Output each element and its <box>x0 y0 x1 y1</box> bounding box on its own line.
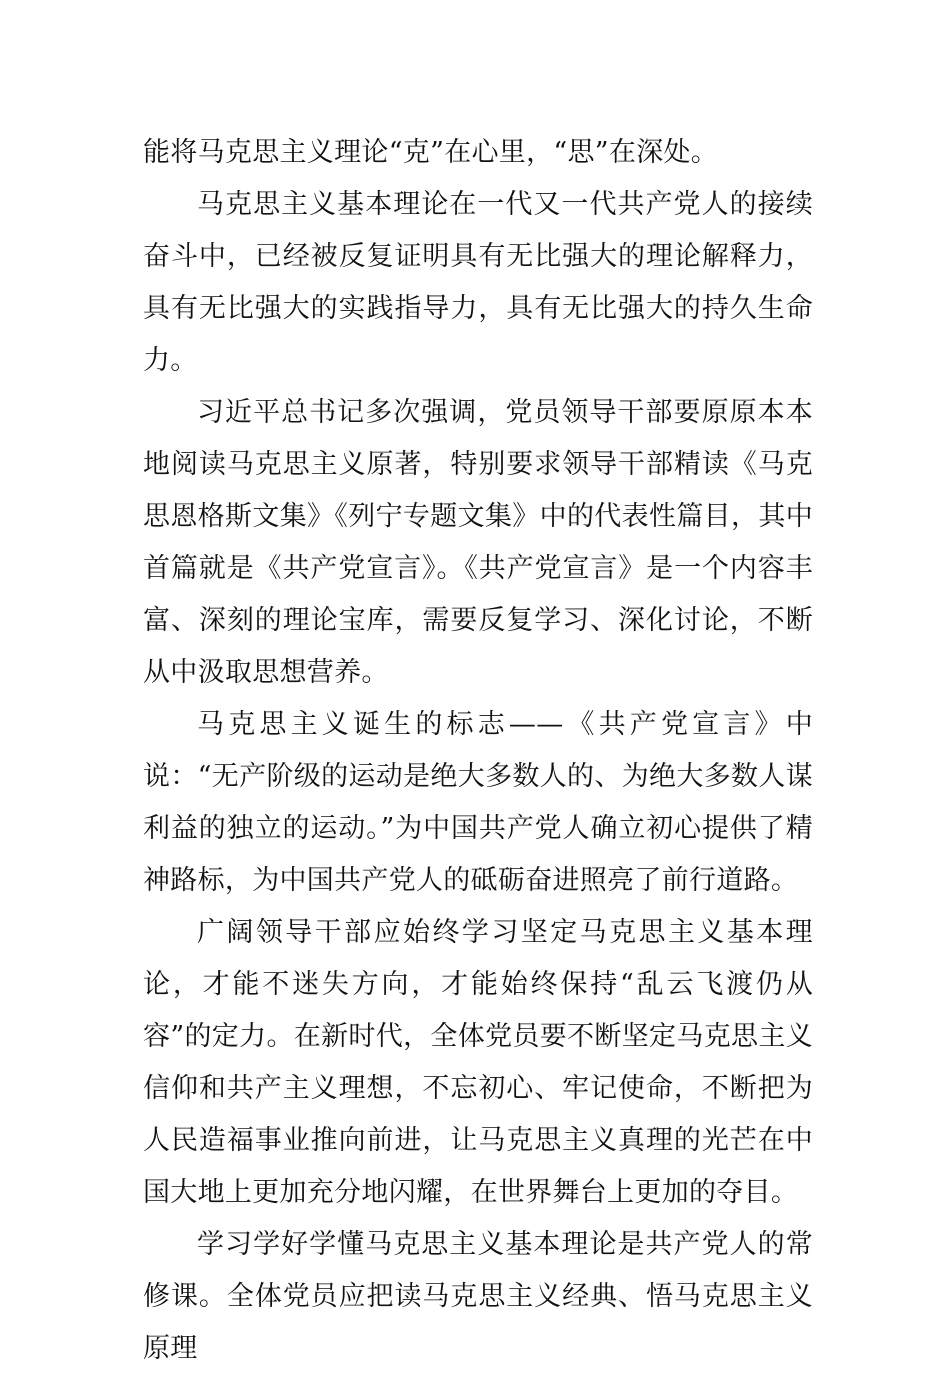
paragraph-4: 马克思主义诞生的标志——《共产党宣言》中说：“无产阶级的运动是绝大多数人的、为绝大多数人谋利益的独立的运动。”为中国共产党人确立初心提供了精神路标，为中国共产党人的砥砺奋进照亮了前行道路。 <box>143 709 813 896</box>
document-body <box>143 127 813 1375</box>
paragraph-5: 广阔领导干部应始终学习坚定马克思主义基本理论，才能不迷失方向，才能始终保持“乱云飞渡仍从容”的定力。在新时代，全体党员要不断坚定马克思主义信仰和共产主义理想，不忘初心、牢记使命，不断把为人民造福事业推向前进，让马克思主义真理的光芒在中国大地上更加充分地闪耀，在世界舞台上更加的夺目。 <box>143 917 813 1208</box>
paragraph-2: 马克思主义基本理论在一代又一代共产党人的接续奋斗中，已经被反复证明具有无比强大的理论解释力，具有无比强大的实践指导力，具有无比强大的持久生命力。 <box>143 189 813 376</box>
paragraph-3: 习近平总书记多次强调，党员领导干部要原原本本地阅读马克思主义原著，特别要求领导干部精读《马克思恩格斯文集》《列宁专题文集》中的代表性篇目，其中首篇就是《共产党宣言》。《共产党宣言》是一个内容丰富、深刻的理论宝库，需要反复学习、深化讨论，不断从中汲取思想营养。 <box>143 397 813 688</box>
paragraph-6: 学习学好学懂马克思主义基本理论是共产党人的常修课。全体党员应把读马克思主义经典、悟马克思主义原理 <box>143 1229 813 1364</box>
paragraph-1: 能将马克思主义理论“克”在心里，“思”在深处。 <box>143 137 719 168</box>
